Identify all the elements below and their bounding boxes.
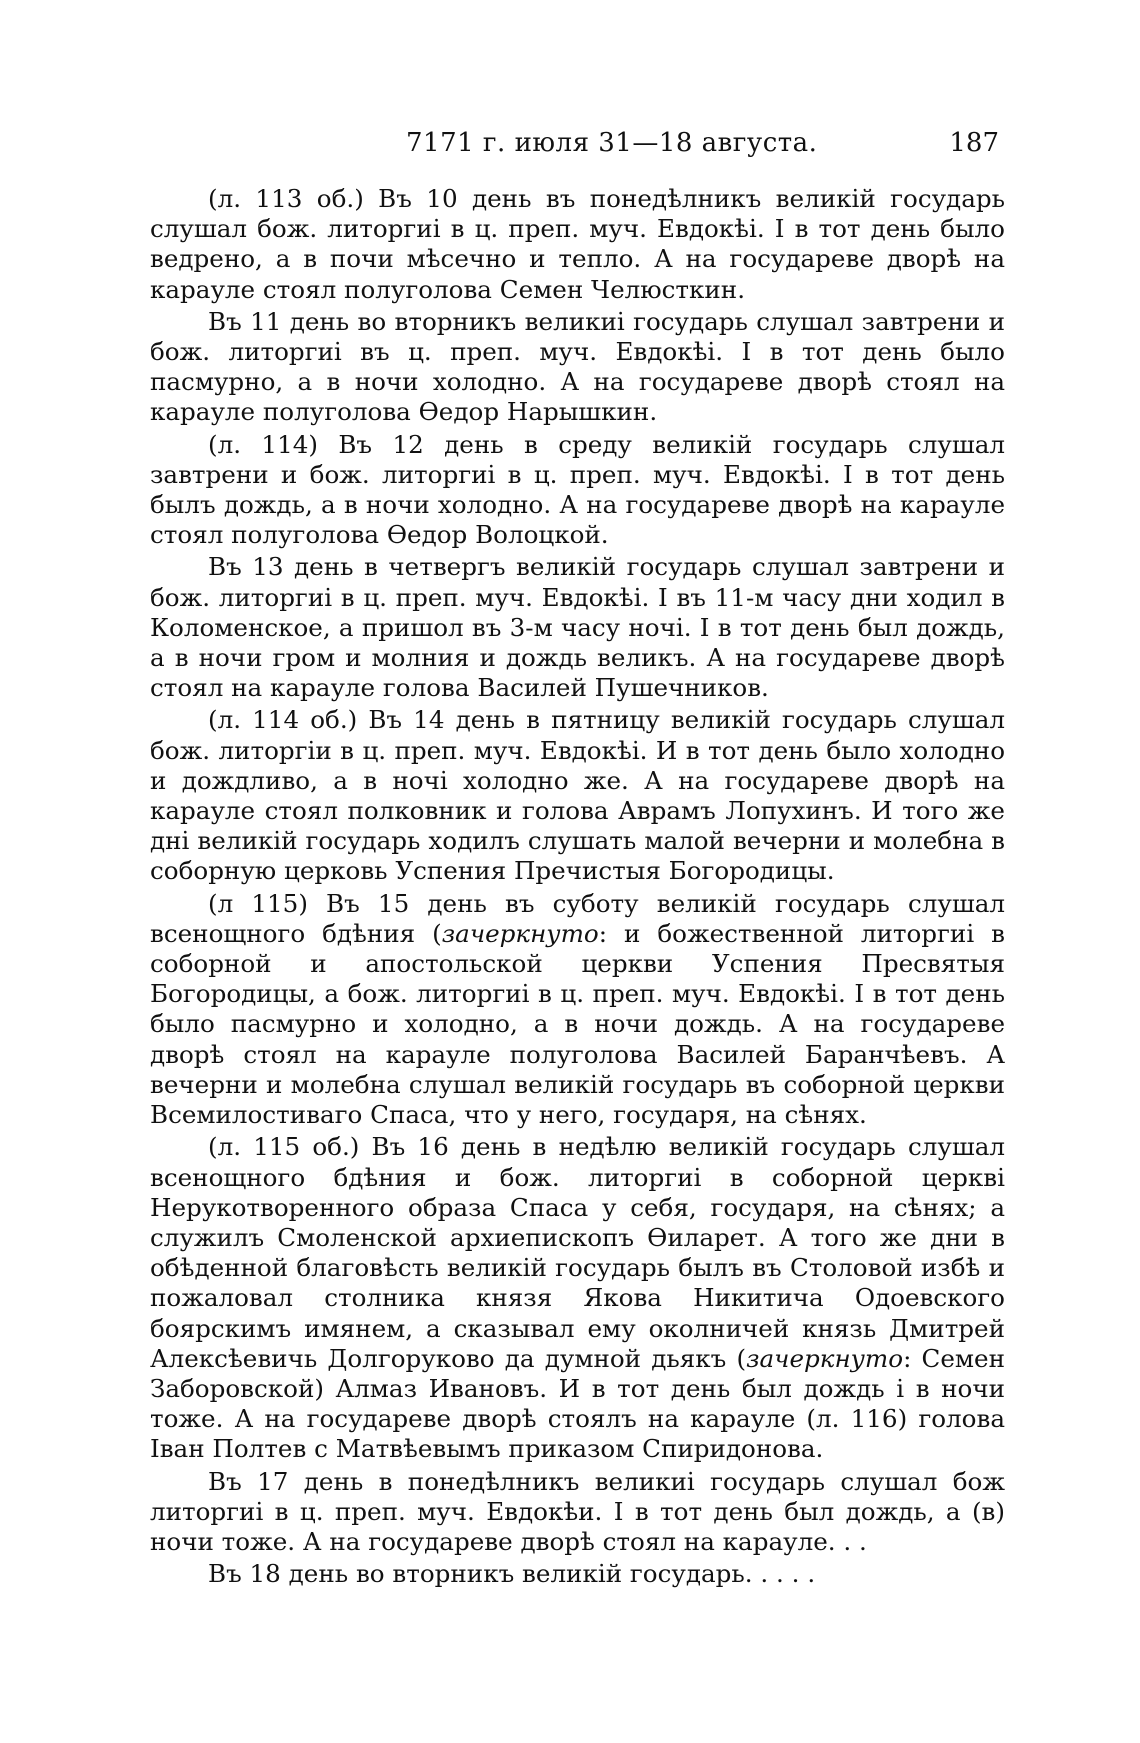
page-header (150, 128, 1005, 164)
paragraph-day-13: Въ 13 день в четвергъ великій государь слушал завтрени и бож. литоргиі в ц. преп. муч. Евдокѣі. І въ 11-м часу дни ходил в Коломенское, а пришол въ 3-м часу ночі. І в тот день был дождь, а в ночи гром и молния и дождь великъ. А на государеве дворѣ стоял на карауле голова Василей Пушечников. (150, 552, 1005, 703)
paragraph-day-15-crossed-out-note: зачеркнуто (441, 918, 599, 948)
paragraph-day-18: Въ 18 день во вторникъ великій государь. . . . . (208, 1559, 816, 1589)
page-number: 187 (949, 128, 999, 158)
paragraph-day-16-crossed-out-note: зачеркнуто (746, 1343, 904, 1373)
paragraph-day-17: Въ 17 день в понедѣлникъ великиі государь слушал бож литоргиі в ц. преп. муч. Евдокѣи. І в тот день был дождь, а (в) ночи тоже. А на государеве дворѣ стоял на карауле. . . (150, 1466, 1005, 1556)
paragraph-day-15 (150, 889, 1005, 1131)
paragraph-day-14: (л. 114 об.) Въ 14 день в пятницу великій государь слушал бож. литоргіи в ц. преп. муч. Евдокѣі. И в тот день было холодно и дождливо, а в ночі холодно же. А на государеве дворѣ на карауле стоял полковник и голова Аврамъ Лопухинъ. И того же дні великій государь ходилъ слушать малой вечерни и молебна в соборную церковь Успения Пречистыя Богородицы. (150, 705, 1005, 886)
document-page (150, 128, 1005, 1591)
running-title: 7171 г. июля 31—18 августа. (406, 128, 818, 158)
paragraph-day-16-part-1: (л. 115 об.) Въ 16 день в недѣлю великій государь слушал всенощного бдѣния и бож. литоргиі в соборной церкві Нерукотворенного образа Спаса у себя, государя, на сѣнях; а служилъ Смоленской архиепископъ Ѳиларет. А того же дни в обѣденной благовѣсть великій государь былъ въ Столовой избѣ и пожаловал столника князя Якова Никитича Одоевского боярскимъ имянем, а сказывал ему околничей князь Дмитрей Алексѣевичь Долгоруково да думной дьякъ ( (150, 1132, 1005, 1373)
paragraph-day-12: (л. 114) Въ 12 день в среду великій государь слушал завтрени и бож. литоргиі в ц. преп. муч. Евдокѣі. І в тот день былъ дождь, а в ночи холодно. А на государеве дворѣ на карауле стоял полуголова Ѳедор Волоцкой. (150, 429, 1005, 550)
paragraph-day-15-part-2: : и божественной литоргиі в соборной и апостольской церкви Успения Пресвятыя Богородицы, а бож. литоргиі в ц. преп. муч. Евдокѣі. І в тот день было пасмурно и холодно, а в ночи дождь. А на государеве дворѣ стоял на карауле полуголова Василей Баранчѣевъ. А вечерни и молебна слушал великій государь въ соборной церкви Всемилостиваго Спаса, что у него, государя, на сѣнях. (150, 918, 1005, 1130)
paragraph-day-10: (л. 113 об.) Въ 10 день въ понедѣлникъ великій государь слушал бож. литоргиі в ц. преп. муч. Евдокѣі. І в тот день было ведрено, а в почи мѣсечно и тепло. А на государеве дворѣ на карауле стоял полуголова Семен Челюсткин. (150, 184, 1005, 304)
paragraph-day-16-part-2: : Семен Заборовской) Алмаз Ивановъ. И в тот день был дождь і в ночи тоже. А на государеве дворѣ стоялъ на карауле (л. 116) голова Іван Полтев с Матвѣевымъ приказом Спиридонова. (150, 1343, 1005, 1464)
paragraph-day-16 (150, 1132, 1005, 1464)
paragraph-day-15-part-1: (л 115) Въ 15 день въ суботу великій государь слушал всенощного бдѣния ( (150, 888, 1005, 948)
paragraph-day-11: Въ 11 день во вторникъ великиі государь слушал завтрени и бож. литоргиі въ ц. преп. муч. Евдокѣі. І в тот день было пасмурно, а в ночи холодно. А на государеве дворѣ стоял на карауле полуголова Ѳедор Нарышкин. (150, 306, 1005, 427)
